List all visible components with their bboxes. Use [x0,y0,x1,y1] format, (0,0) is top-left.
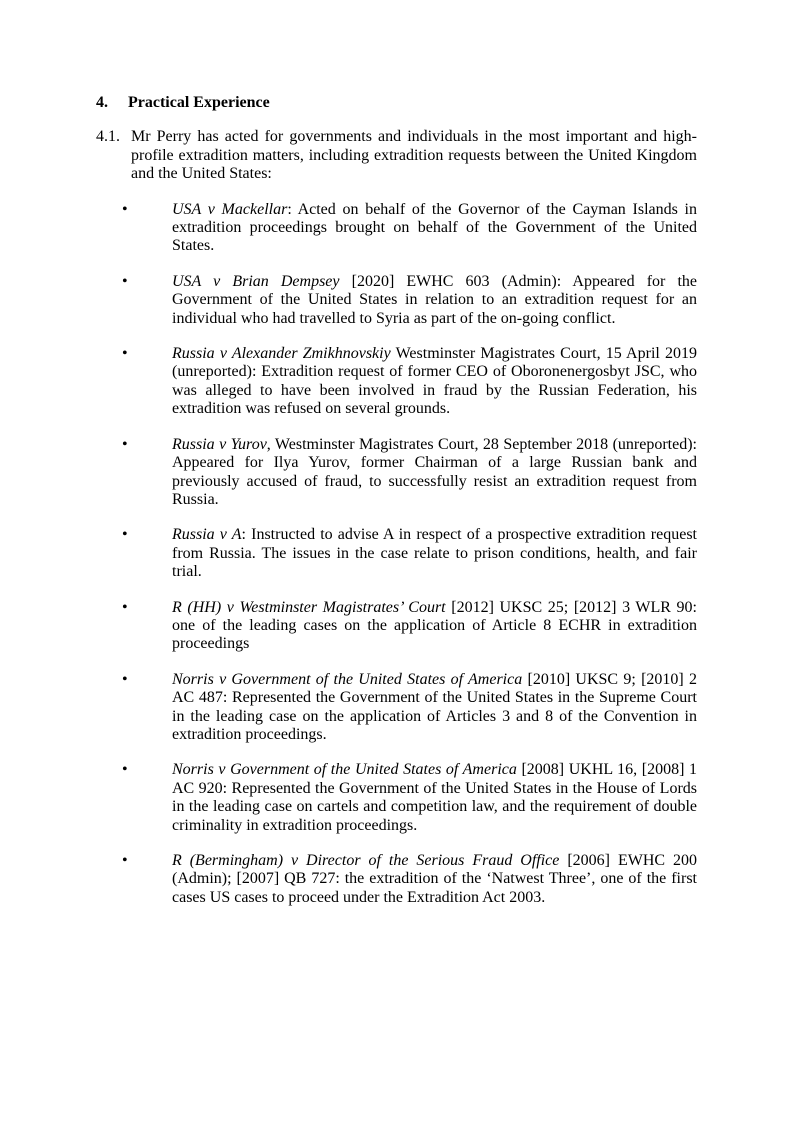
section-title: Practical Experience [128,94,270,111]
paragraph-text: Mr Perry has acted for governments and individuals in the most important and high-profile extradition matters, including extradition requests between the United Kingdom and the United States: [131,128,697,183]
list-item [96,671,697,745]
list-item [96,761,697,835]
case-description: : Instructed to advise A in respect of a prospective extradition request from Russia. The issues in the case relate to prison conditions, health, and fair trial. [172,526,697,581]
case-name: Norris v Government of the United States of America [172,761,517,779]
list-item [96,345,697,419]
case-list [96,201,697,908]
case-description: [2010] UKSC 9; [2010] 2 AC 487: Represented the Government of the United States in the Supreme Court in the leading case on the application of Articles 3 and 8 of the Convention in extradition proceedings. [172,670,697,743]
case-description: [2020] EWHC 603 (Admin): Appeared for the Government of the United States in relation to an extradition request for an individual who had travelled to Syria as part of the on-going conflict. [172,272,697,327]
bullet-icon: • [122,852,128,869]
intro-paragraph [96,128,697,183]
list-item [96,852,697,907]
bullet-icon: • [122,598,128,616]
paragraph-number: 4.1. [96,128,120,146]
bullet-icon: • [122,526,128,544]
bullet-icon: • [122,272,128,290]
list-item [96,526,697,581]
bullet-icon: • [122,435,128,453]
case-name: Norris v Government of the United States of America [172,670,523,688]
case-description: , Westminster Magistrates Court, 28 September 2018 (unreported): Appeared for Ilya Yurov, former Chairman of a large Russian bank and previously accused of fraud, to successfully resist an extradition request from Russia. [172,435,698,508]
case-description: [2008] UKHL 16, [2008] 1 AC 920: Represented the Government of the United States in the House of Lords in the leading case on cartels and competition law, and the requirement of double criminality in extradition proceedings. [172,761,698,834]
list-item [96,599,697,654]
case-description: [2006] EWHC 200 (Admin); [2007] QB 727: the extradition of the ‘Natwest Three’, one of the first cases US cases to proceed under the Extradition Act 2003. [172,852,697,906]
case-name: USA v Brian Dempsey [172,272,340,290]
bullet-icon: • [122,345,128,363]
list-item [96,201,697,256]
bullet-icon: • [122,200,128,218]
section-heading [96,94,697,112]
list-item [96,436,697,510]
case-name: Russia v Yurov [172,435,267,453]
case-name: USA v Mackellar [172,200,288,218]
bullet-icon: • [122,670,128,688]
bullet-icon: • [122,761,128,779]
case-name: Russia v A [172,526,242,544]
case-description: Westminster Magistrates Court, 15 April 2019 (unreported): Extradition request of former CEO of Oboronenergosbyt JSC, who was alleged to have been involved in fraud by the Russian Federation, his extradition was refused on several grounds. [172,345,698,418]
case-name: Russia v Alexander Zmikhnovskiy [172,345,391,363]
section-number: 4. [96,94,108,111]
case-name: R (HH) v Westminster Magistrates’ Court [172,598,446,616]
case-description: [2012] UKSC 25; [2012] 3 WLR 90: one of the leading cases on the application of Article 8 ECHR in extradition proceedings [172,598,698,653]
list-item [96,273,697,328]
case-description: : Acted on behalf of the Governor of the Cayman Islands in extradition proceedings brought on behalf of the Government of the United States. [172,200,697,255]
case-name: R (Bermingham) v Director of the Serious Fraud Office [172,852,560,869]
